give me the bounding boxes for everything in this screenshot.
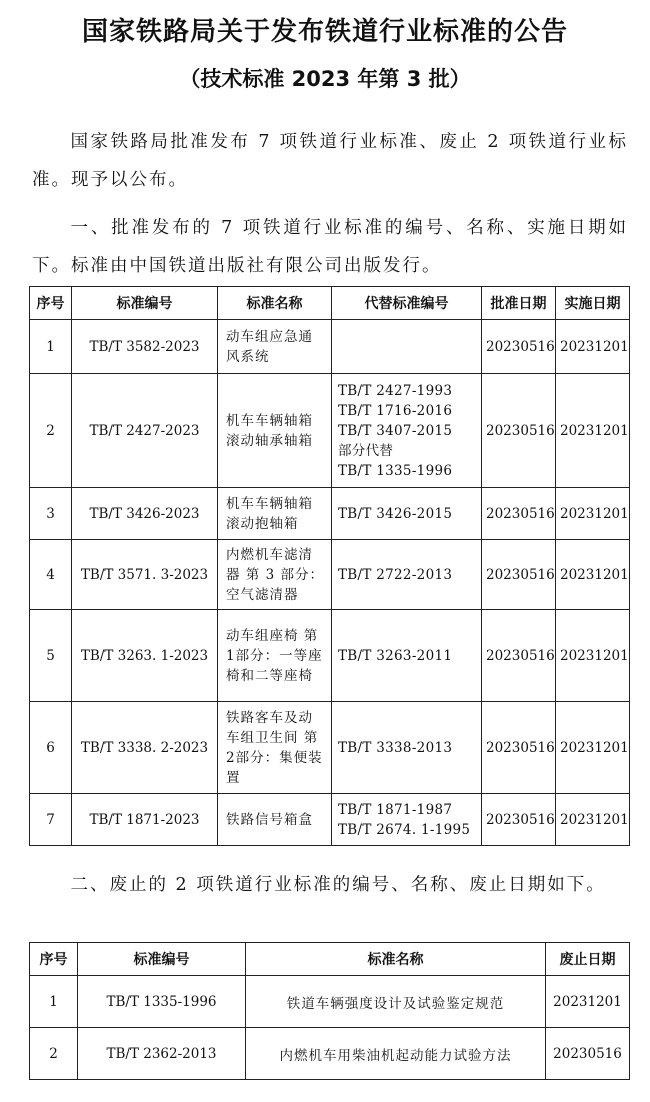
cell-approved-date: 20230516 — [482, 610, 556, 702]
replaced-standard: TB/T 3407-2015 — [338, 422, 453, 439]
section1-paragraph: 一、批准发布的 7 项铁道行业标准的编号、名称、实施日期如下。标准由中国铁道出版社有限公司出版发行。 — [32, 218, 628, 276]
cell-replaces — [332, 702, 482, 794]
cell-code: TB/T 3338. 2-2023 — [72, 702, 218, 794]
cell-code: TB/T 1335-1996 — [78, 976, 246, 1028]
document-title: 国家铁路局关于发布铁道行业标准的公告 — [81, 17, 568, 47]
replaced-standard: TB/T 3338-2013 — [338, 739, 453, 756]
approved-standards-table — [29, 286, 630, 846]
replaced-standard: TB/T 1335-1996 — [338, 462, 453, 479]
cell-replaces — [332, 794, 482, 846]
cell-no: 2 — [30, 1028, 78, 1080]
header-abolish-date: 废止日期 — [546, 943, 630, 976]
table-header-row — [30, 287, 630, 320]
header-effective-date: 实施日期 — [556, 287, 630, 320]
cell-no: 7 — [30, 794, 72, 846]
cell-name: 机车车辆轴箱滚动轴承轴箱 — [218, 374, 332, 488]
cell-name: 动车组座椅 第1部分：一等座椅和二等座椅 — [218, 610, 332, 702]
header-code: 标准编号 — [72, 287, 218, 320]
cell-effective-date: 20231201 — [556, 610, 630, 702]
table-row — [30, 540, 630, 610]
replaced-standard: TB/T 2427-1993 — [338, 382, 453, 399]
replaced-standard: 部分代替 — [338, 442, 394, 459]
cell-replaces — [332, 488, 482, 540]
replaced-standard: TB/T 3263-2011 — [338, 647, 453, 664]
cell-no: 5 — [30, 610, 72, 702]
table-row — [30, 610, 630, 702]
cell-name: 机车车辆轴箱滚动抱轴箱 — [218, 488, 332, 540]
cell-code: TB/T 2427-2023 — [72, 374, 218, 488]
table-row — [30, 320, 630, 374]
abolished-standards-table — [29, 942, 630, 1080]
cell-approved-date: 20230516 — [482, 540, 556, 610]
cell-no: 4 — [30, 540, 72, 610]
cell-effective-date: 20231201 — [556, 320, 630, 374]
replaced-standard: TB/T 2674. 1-1995 — [338, 821, 471, 838]
cell-replaces — [332, 540, 482, 610]
cell-abolish-date: 20231201 — [546, 976, 630, 1028]
section2-paragraph: 二、废止的 2 项铁道行业标准的编号、名称、废止日期如下。 — [70, 875, 606, 895]
cell-code: TB/T 3571. 3-2023 — [72, 540, 218, 610]
cell-replaces — [332, 320, 482, 374]
cell-code: TB/T 2362-2013 — [78, 1028, 246, 1080]
table-row — [30, 374, 630, 488]
cell-effective-date: 20231201 — [556, 702, 630, 794]
header-replaces: 代替标准编号 — [332, 287, 482, 320]
cell-approved-date: 20230516 — [482, 320, 556, 374]
table-header-row — [30, 943, 630, 976]
cell-code: TB/T 3582-2023 — [72, 320, 218, 374]
header-approved-date: 批准日期 — [482, 287, 556, 320]
cell-approved-date: 20230516 — [482, 702, 556, 794]
cell-effective-date: 20231201 — [556, 488, 630, 540]
cell-code: TB/T 1871-2023 — [72, 794, 218, 846]
cell-code: TB/T 3426-2023 — [72, 488, 218, 540]
cell-no: 2 — [30, 374, 72, 488]
cell-abolish-date: 20230516 — [546, 1028, 630, 1080]
cell-no: 6 — [30, 702, 72, 794]
cell-name: 铁道车辆强度设计及试验鉴定规范 — [246, 976, 546, 1028]
table-row — [30, 976, 630, 1028]
header-no: 序号 — [30, 287, 72, 320]
cell-approved-date: 20230516 — [482, 488, 556, 540]
cell-no: 1 — [30, 320, 72, 374]
cell-code: TB/T 3263. 1-2023 — [72, 610, 218, 702]
cell-no: 1 — [30, 976, 78, 1028]
cell-name: 内燃机车滤清器 第 3 部分：空气滤清器 — [218, 540, 332, 610]
intro-paragraph: 国家铁路局批准发布 7 项铁道行业标准、废止 2 项铁道行业标准。现予以公布。 — [32, 132, 628, 190]
cell-no: 3 — [30, 488, 72, 540]
replaced-standard: TB/T 3426-2015 — [338, 505, 453, 522]
table-row — [30, 488, 630, 540]
cell-name: 动车组应急通风系统 — [218, 320, 332, 374]
replaced-standard: TB/T 1716-2016 — [338, 402, 453, 419]
cell-name: 内燃机车用柴油机起动能力试验方法 — [246, 1028, 546, 1080]
cell-name: 铁路信号箱盒 — [218, 794, 332, 846]
header-no: 序号 — [30, 943, 78, 976]
document-subtitle: （技术标准 2023 年第 3 批） — [179, 67, 471, 91]
cell-approved-date: 20230516 — [482, 374, 556, 488]
replaced-standard: TB/T 1871-1987 — [338, 801, 453, 818]
header-name: 标准名称 — [246, 943, 546, 976]
cell-effective-date: 20231201 — [556, 540, 630, 610]
cell-approved-date: 20230516 — [482, 794, 556, 846]
replaced-standard: TB/T 2722-2013 — [338, 566, 453, 583]
cell-replaces — [332, 374, 482, 488]
table-row — [30, 1028, 630, 1080]
cell-effective-date: 20231201 — [556, 374, 630, 488]
header-code: 标准编号 — [78, 943, 246, 976]
cell-name: 铁路客车及动车组卫生间 第2部分：集便装置 — [218, 702, 332, 794]
cell-replaces — [332, 610, 482, 702]
header-name: 标准名称 — [218, 287, 332, 320]
cell-effective-date: 20231201 — [556, 794, 630, 846]
table-row — [30, 702, 630, 794]
table-row — [30, 794, 630, 846]
